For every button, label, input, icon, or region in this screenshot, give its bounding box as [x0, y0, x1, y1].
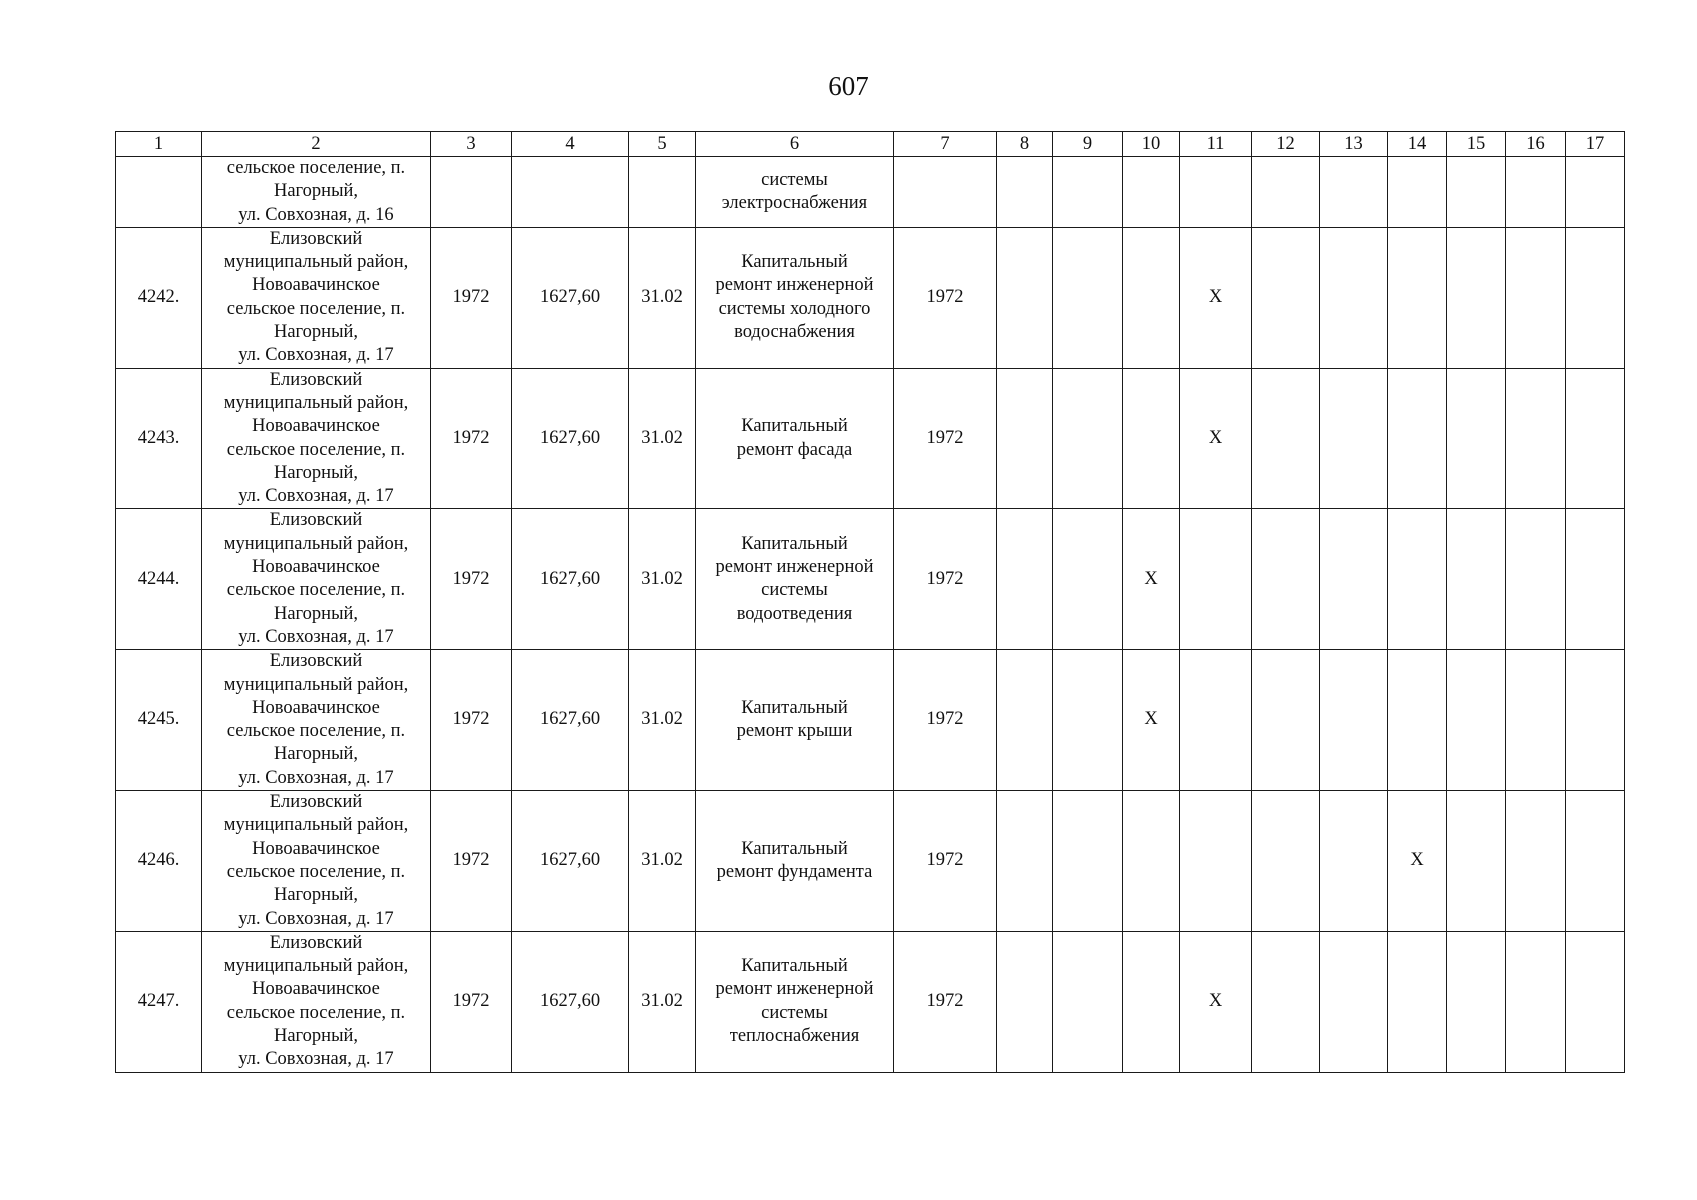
- period-cell: [1447, 157, 1506, 228]
- period-cell: [1053, 509, 1123, 650]
- period-cell: [1252, 650, 1320, 791]
- period-cell: [1320, 931, 1388, 1072]
- column-header: 5: [629, 132, 696, 157]
- period-cell: [1320, 791, 1388, 932]
- period-cell: [1447, 931, 1506, 1072]
- address-cell: Елизовский муниципальный район, Новоавачинское сельское поселение, п. Нагорный, ул. Совхозная, д. 17: [202, 227, 431, 368]
- row-number-cell: [116, 157, 202, 228]
- period-cell: [1180, 157, 1252, 228]
- period-cell: [1388, 157, 1447, 228]
- commission-year-cell: 1972: [431, 791, 512, 932]
- year-cell: 1972: [894, 509, 997, 650]
- table-row: [116, 157, 1625, 228]
- period-cell: [997, 509, 1053, 650]
- commission-year-cell: 1972: [431, 650, 512, 791]
- area-cell: 1627,60: [512, 227, 629, 368]
- column-header: 7: [894, 132, 997, 157]
- period-cell: [1053, 791, 1123, 932]
- period-cell: [1252, 509, 1320, 650]
- period-cell: [1566, 368, 1625, 509]
- work-type-cell: Капитальный ремонт инженерной системы холодного водоснабжения: [696, 227, 894, 368]
- area-cell: 1627,60: [512, 509, 629, 650]
- column-header: 3: [431, 132, 512, 157]
- column-number-row: [116, 132, 1625, 157]
- period-cell: X: [1180, 227, 1252, 368]
- table-body: [116, 157, 1625, 1073]
- period-cell: [1123, 931, 1180, 1072]
- period-cell: [1123, 368, 1180, 509]
- period-cell: [1506, 791, 1566, 932]
- period-cell: [1252, 157, 1320, 228]
- year-cell: 1972: [894, 227, 997, 368]
- address-cell: сельское поселение, п. Нагорный, ул. Совхозная, д. 16: [202, 157, 431, 228]
- address-cell: Елизовский муниципальный район, Новоавачинское сельское поселение, п. Нагорный, ул. Совхозная, д. 17: [202, 791, 431, 932]
- row-number-cell: 4244.: [116, 509, 202, 650]
- column-header: 13: [1320, 132, 1388, 157]
- table-row: [116, 368, 1625, 509]
- period-cell: [1252, 368, 1320, 509]
- column-header: 4: [512, 132, 629, 157]
- period-cell: [1252, 227, 1320, 368]
- period-cell: [1388, 931, 1447, 1072]
- work-type-cell: Капитальный ремонт крыши: [696, 650, 894, 791]
- period-cell: [1123, 157, 1180, 228]
- period-cell: [997, 931, 1053, 1072]
- cost-cell: 31.02: [629, 791, 696, 932]
- period-cell: X: [1123, 650, 1180, 791]
- period-cell: [1506, 157, 1566, 228]
- area-cell: 1627,60: [512, 791, 629, 932]
- period-cell: [1180, 791, 1252, 932]
- area-cell: 1627,60: [512, 931, 629, 1072]
- period-cell: [1053, 227, 1123, 368]
- period-cell: [1320, 227, 1388, 368]
- table-row: [116, 650, 1625, 791]
- period-cell: [997, 791, 1053, 932]
- period-cell: [1447, 368, 1506, 509]
- period-cell: [1566, 791, 1625, 932]
- row-number-cell: 4245.: [116, 650, 202, 791]
- column-header: 15: [1447, 132, 1506, 157]
- period-cell: [1506, 368, 1566, 509]
- period-cell: [1566, 227, 1625, 368]
- work-type-cell: Капитальный ремонт фундамента: [696, 791, 894, 932]
- period-cell: [1566, 650, 1625, 791]
- work-type-cell: Капитальный ремонт фасада: [696, 368, 894, 509]
- year-cell: 1972: [894, 650, 997, 791]
- period-cell: [1180, 509, 1252, 650]
- commission-year-cell: 1972: [431, 368, 512, 509]
- column-header: 9: [1053, 132, 1123, 157]
- period-cell: [1447, 509, 1506, 650]
- period-cell: [1252, 791, 1320, 932]
- row-number-cell: 4246.: [116, 791, 202, 932]
- table-row: [116, 509, 1625, 650]
- period-cell: [1053, 931, 1123, 1072]
- row-number-cell: 4247.: [116, 931, 202, 1072]
- period-cell: [997, 227, 1053, 368]
- area-cell: [512, 157, 629, 228]
- period-cell: [1447, 227, 1506, 368]
- table-row: [116, 931, 1625, 1072]
- period-cell: [1566, 931, 1625, 1072]
- cost-cell: [629, 157, 696, 228]
- work-type-cell: Капитальный ремонт инженерной системы водоотведения: [696, 509, 894, 650]
- cost-cell: 31.02: [629, 650, 696, 791]
- column-header: 6: [696, 132, 894, 157]
- period-cell: X: [1388, 791, 1447, 932]
- period-cell: [1506, 931, 1566, 1072]
- period-cell: [1252, 931, 1320, 1072]
- period-cell: X: [1180, 368, 1252, 509]
- column-header: 12: [1252, 132, 1320, 157]
- column-header: 11: [1180, 132, 1252, 157]
- cost-cell: 31.02: [629, 227, 696, 368]
- period-cell: [1053, 650, 1123, 791]
- column-header: 17: [1566, 132, 1625, 157]
- period-cell: [1320, 650, 1388, 791]
- work-type-cell: Капитальный ремонт инженерной системы теплоснабжения: [696, 931, 894, 1072]
- column-header: 16: [1506, 132, 1566, 157]
- page-number: 607: [828, 71, 869, 101]
- period-cell: [1388, 650, 1447, 791]
- period-cell: [1506, 227, 1566, 368]
- period-cell: [1447, 650, 1506, 791]
- period-cell: [997, 157, 1053, 228]
- column-header: 2: [202, 132, 431, 157]
- table-row: [116, 227, 1625, 368]
- address-cell: Елизовский муниципальный район, Новоавачинское сельское поселение, п. Нагорный, ул. Совхозная, д. 17: [202, 509, 431, 650]
- period-cell: [1566, 509, 1625, 650]
- period-cell: [1320, 509, 1388, 650]
- table-row: [116, 791, 1625, 932]
- commission-year-cell: 1972: [431, 227, 512, 368]
- period-cell: [1180, 650, 1252, 791]
- period-cell: [1388, 368, 1447, 509]
- column-header: 14: [1388, 132, 1447, 157]
- period-cell: [1053, 368, 1123, 509]
- period-cell: [1388, 227, 1447, 368]
- period-cell: [1447, 791, 1506, 932]
- period-cell: [1506, 650, 1566, 791]
- cost-cell: 31.02: [629, 368, 696, 509]
- cost-cell: 31.02: [629, 509, 696, 650]
- row-number-cell: 4242.: [116, 227, 202, 368]
- column-header: 1: [116, 132, 202, 157]
- cost-cell: 31.02: [629, 931, 696, 1072]
- commission-year-cell: [431, 157, 512, 228]
- period-cell: [1388, 509, 1447, 650]
- period-cell: [1123, 791, 1180, 932]
- commission-year-cell: 1972: [431, 509, 512, 650]
- period-cell: [1320, 157, 1388, 228]
- address-cell: Елизовский муниципальный район, Новоавачинское сельское поселение, п. Нагорный, ул. Совхозная, д. 17: [202, 931, 431, 1072]
- work-type-cell: системы электроснабжения: [696, 157, 894, 228]
- column-header: 8: [997, 132, 1053, 157]
- year-cell: 1972: [894, 791, 997, 932]
- register-table: [115, 131, 1625, 1073]
- period-cell: [1053, 157, 1123, 228]
- area-cell: 1627,60: [512, 368, 629, 509]
- period-cell: X: [1180, 931, 1252, 1072]
- column-header: 10: [1123, 132, 1180, 157]
- year-cell: 1972: [894, 931, 997, 1072]
- commission-year-cell: 1972: [431, 931, 512, 1072]
- period-cell: [1566, 157, 1625, 228]
- period-cell: [997, 368, 1053, 509]
- period-cell: [1506, 509, 1566, 650]
- year-cell: 1972: [894, 368, 997, 509]
- period-cell: [997, 650, 1053, 791]
- period-cell: X: [1123, 509, 1180, 650]
- address-cell: Елизовский муниципальный район, Новоавачинское сельское поселение, п. Нагорный, ул. Совхозная, д. 17: [202, 368, 431, 509]
- row-number-cell: 4243.: [116, 368, 202, 509]
- year-cell: [894, 157, 997, 228]
- period-cell: [1320, 368, 1388, 509]
- period-cell: [1123, 227, 1180, 368]
- address-cell: Елизовский муниципальный район, Новоавачинское сельское поселение, п. Нагорный, ул. Совхозная, д. 17: [202, 650, 431, 791]
- area-cell: 1627,60: [512, 650, 629, 791]
